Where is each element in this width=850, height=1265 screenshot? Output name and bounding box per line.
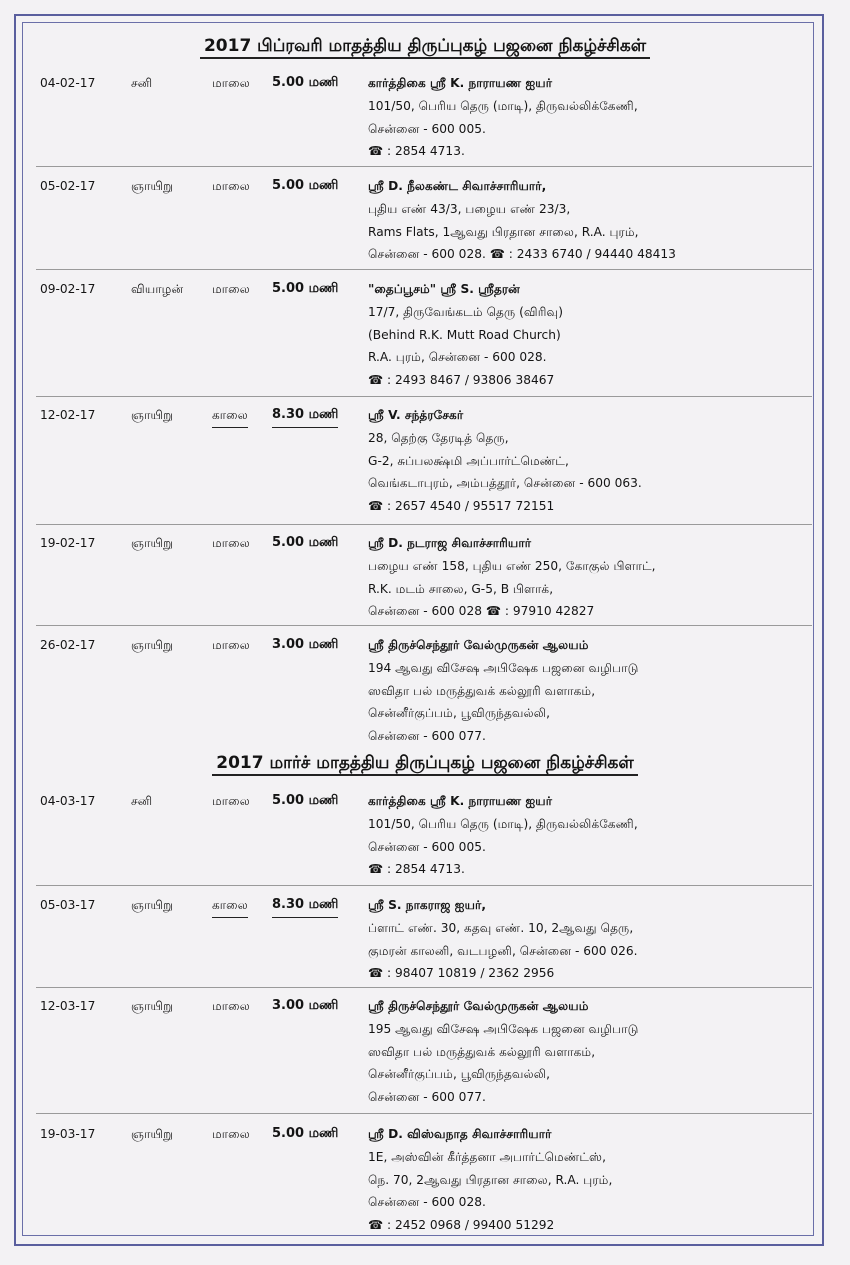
address-line: 194 ஆவது விசேஷ அபிஷேக பஜனை வழிபாடு — [368, 660, 639, 675]
event-date: 04-02-17 — [40, 76, 96, 90]
address-line: Rams Flats, 1ஆவது பிரதான சாலை, R.A. புரம், — [368, 224, 639, 239]
address-line: "தைப்பூசம்" ஸ்ரீ S. ஸ்ரீதரன் — [368, 282, 520, 296]
event-time: 5.00 மணி — [272, 535, 339, 550]
event-day: சனி — [131, 76, 153, 90]
address-line: ஸ்ரீ V. சந்த்ரசேகர் — [368, 408, 464, 422]
march-heading: 2017 மார்ச் மாதத்திய திருப்புகழ் பஜனை நிகழ்ச்சிகள் — [0, 753, 850, 775]
event-session: மாலை — [212, 536, 250, 550]
address-line: ☎ : 98407 10819 / 2362 2956 — [368, 966, 555, 981]
address-line: சென்னை - 600 028. ☎ : 2433 6740 / 94440 48413 — [368, 247, 676, 262]
address-line: சென்னை - 600 005. — [368, 839, 486, 854]
address-line: கார்த்திகை ஸ்ரீ K. நாராயண ஐயர் — [368, 76, 553, 90]
row-divider — [36, 885, 812, 886]
february-heading: 2017 பிப்ரவரி மாதத்திய திருப்புகழ் பஜனை நிகழ்ச்சிகள் — [0, 36, 850, 58]
event-time: 5.00 மணி — [272, 178, 339, 193]
address-line: ஸ்ரீ திருச்செந்தூர் வேல்முருகன் ஆலயம் — [368, 638, 589, 652]
event-time: 3.00 மணி — [272, 637, 339, 652]
event-time: 5.00 மணி — [272, 281, 339, 296]
address-line: பழைய எண் 158, புதிய எண் 250, கோகுல் பிளாட், — [368, 558, 656, 573]
address-line: நெ. 70, 2ஆவது பிரதான சாலை, R.A. புரம், — [368, 1172, 613, 1187]
address-line: ☎ : 2854 4713. — [368, 144, 465, 159]
event-session: மாலை — [212, 282, 250, 296]
event-session: காலை — [212, 894, 248, 918]
event-time: 8.30 மணி — [272, 894, 338, 918]
address-line: சென்னை - 600 028 ☎ : 97910 42827 — [368, 604, 595, 619]
event-address — [368, 72, 758, 163]
address-line: ஸ்ரீ D. விஸ்வநாத சிவாச்சாரியார் — [368, 1127, 552, 1141]
event-day: ஞாயிறு — [131, 179, 174, 193]
event-time: 5.00 மணி — [272, 793, 339, 808]
address-line: ☎ : 2493 8467 / 93806 38467 — [368, 373, 555, 388]
event-date: 12-02-17 — [40, 408, 96, 422]
event-time: 8.30 மணி — [272, 404, 338, 428]
address-line: 28, தெற்கு தேரடித் தெரு, — [368, 430, 509, 445]
event-day: ஞாயிறு — [131, 1127, 174, 1141]
event-address — [368, 532, 758, 623]
address-line: ஸ்ரீ D. நடராஜ சிவாச்சாரியார் — [368, 536, 532, 550]
event-day: ஞாயிறு — [131, 536, 174, 550]
row-divider — [36, 987, 812, 988]
event-time: 5.00 மணி — [272, 1126, 339, 1141]
event-address — [368, 894, 758, 985]
address-line: சென்னை - 600 028. — [368, 1195, 486, 1210]
event-day: ஞாயிறு — [131, 898, 174, 912]
event-day: சனி — [131, 794, 153, 808]
event-date: 09-02-17 — [40, 282, 96, 296]
address-line: 195 ஆவது விசேஷ அபிஷேக பஜனை வழிபாடு — [368, 1021, 639, 1036]
address-line: சென்னீர்குப்பம், பூவிருந்தவல்லி, — [368, 1067, 550, 1082]
event-date: 26-02-17 — [40, 638, 96, 652]
address-line: சென்னை - 600 077. — [368, 729, 486, 744]
event-date: 05-03-17 — [40, 898, 96, 912]
address-line: புதிய எண் 43/3, பழைய எண் 23/3, — [368, 201, 571, 216]
address-line: ☎ : 2854 4713. — [368, 862, 465, 877]
event-session: காலை — [212, 404, 248, 428]
address-line: 17/7, திருவேங்கடம் தெரு (விரிவு) — [368, 304, 563, 319]
row-divider — [36, 1113, 812, 1114]
address-line: (Behind R.K. Mutt Road Church) — [368, 327, 561, 342]
event-date: 05-02-17 — [40, 179, 96, 193]
event-session: மாலை — [212, 638, 250, 652]
address-line: ☎ : 2657 4540 / 95517 72151 — [368, 499, 555, 514]
row-divider — [36, 166, 812, 167]
address-line: R.K. மடம் சாலை, G-5, B பிளாக், — [368, 581, 554, 596]
address-line: 1E, அஸ்வின் கீர்த்தனா அபார்ட்மெண்ட்ஸ், — [368, 1149, 607, 1164]
address-line: ஸ்ரீ D. நீலகண்ட சிவாச்சாரியார், — [368, 179, 547, 193]
event-address — [368, 1123, 758, 1237]
address-line: ☎ : 2452 0968 / 99400 51292 — [368, 1218, 555, 1233]
address-line: குமரன் காலனி, வடபழனி, சென்னை - 600 026. — [368, 943, 638, 958]
event-date: 19-03-17 — [40, 1127, 96, 1141]
event-day: ஞாயிறு — [131, 638, 174, 652]
event-address — [368, 995, 758, 1109]
address-line: கார்த்திகை ஸ்ரீ K. நாராயண ஐயர் — [368, 794, 553, 808]
event-date: 19-02-17 — [40, 536, 96, 550]
address-line: வெங்கடாபுரம், அம்பத்தூர், சென்னை - 600 063. — [368, 476, 642, 491]
event-session: மாலை — [212, 999, 250, 1013]
event-session: மாலை — [212, 179, 250, 193]
address-line: ஸவிதா பல் மருத்துவக் கல்லூரி வளாகம், — [368, 1044, 596, 1059]
address-line: ஸ்ரீ S. நாகராஜ ஐயர், — [368, 898, 487, 912]
address-line: 101/50, பெரிய தெரு (மாடி), திருவல்லிக்கேணி, — [368, 816, 638, 831]
event-session: மாலை — [212, 1127, 250, 1141]
row-divider — [36, 396, 812, 397]
event-day: ஞாயிறு — [131, 408, 174, 422]
event-session: மாலை — [212, 794, 250, 808]
event-day: ஞாயிறு — [131, 999, 174, 1013]
address-line: சென்னை - 600 077. — [368, 1090, 486, 1105]
event-address — [368, 404, 758, 518]
address-line: ஸவிதா பல் மருத்துவக் கல்லூரி வளாகம், — [368, 683, 596, 698]
address-line: R.A. புரம், சென்னை - 600 028. — [368, 350, 547, 365]
address-line: 101/50, பெரிய தெரு (மாடி), திருவல்லிக்கேணி, — [368, 98, 638, 113]
address-line: சென்னை - 600 005. — [368, 121, 486, 136]
row-divider — [36, 625, 812, 626]
event-date: 12-03-17 — [40, 999, 96, 1013]
address-line: ப்ளாட் எண். 30, கதவு எண். 10, 2ஆவது தெரு, — [368, 920, 634, 935]
event-session: மாலை — [212, 76, 250, 90]
event-day: வியாழன் — [131, 282, 184, 296]
event-address — [368, 790, 758, 881]
row-divider — [36, 524, 812, 525]
address-line: G-2, சுப்பலக்ஷ்மி அப்பார்ட்மெண்ட், — [368, 453, 569, 468]
address-line: ஸ்ரீ திருச்செந்தூர் வேல்முருகன் ஆலயம் — [368, 999, 589, 1013]
address-line: சென்னீர்குப்பம், பூவிருந்தவல்லி, — [368, 706, 550, 721]
event-time: 3.00 மணி — [272, 998, 339, 1013]
event-address — [368, 175, 758, 266]
event-address — [368, 278, 758, 392]
event-address — [368, 634, 758, 748]
event-date: 04-03-17 — [40, 794, 96, 808]
event-time: 5.00 மணி — [272, 75, 339, 90]
row-divider — [36, 269, 812, 270]
